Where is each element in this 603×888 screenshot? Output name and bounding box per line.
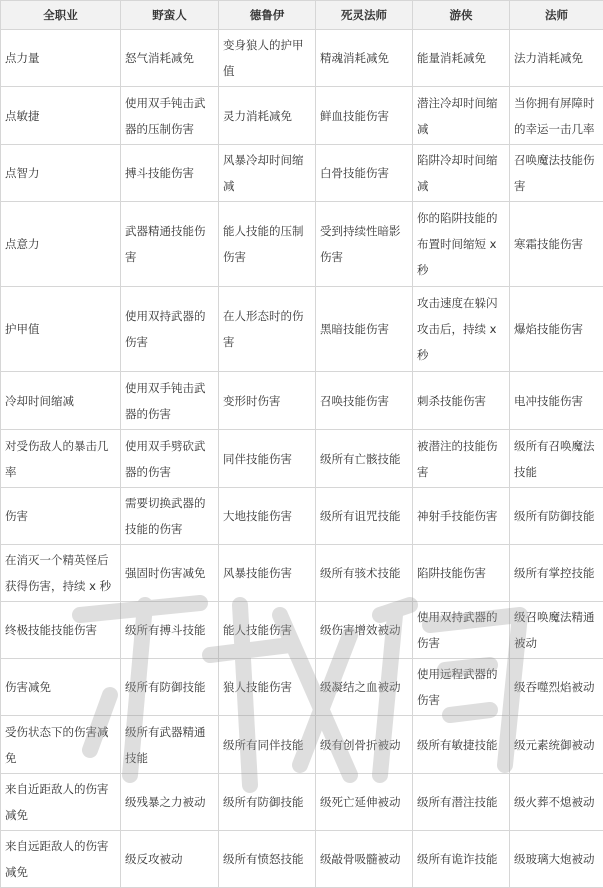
table-cell: 级所有掌控技能 [510,545,603,602]
table-row [1,602,603,659]
table-cell: 武器精通技能伤害 [121,202,219,287]
table-cell: 风暴技能伤害 [219,545,316,602]
table-cell: 级所有潜注技能 [413,774,510,831]
table-cell: 刺杀技能伤害 [413,372,510,430]
table-cell: 法力消耗减免 [510,30,603,87]
table-row [1,545,603,602]
table-cell: 变形时伤害 [219,372,316,430]
table-cell: 在人形态时的伤害 [219,287,316,372]
header-rogue: 游侠 [413,1,510,30]
table-cell: 点敏捷 [1,87,121,145]
table-cell: 级死亡延伸被动 [316,774,413,831]
table-row [1,287,603,372]
table-cell: 大地技能伤害 [219,488,316,545]
table-cell: 潜注冷却时间缩减 [413,87,510,145]
table-cell: 级吞噬烈焰被动 [510,659,603,716]
table-cell: 鲜血技能伤害 [316,87,413,145]
table-row [1,202,603,287]
table-cell: 使用双手劈砍武器的伤害 [121,430,219,488]
table-cell: 级所有愤怒技能 [219,831,316,888]
table-row [1,145,603,202]
table-cell: 使用双持武器的伤害 [413,602,510,659]
table-cell: 使用双手钝击武器的压制伤害 [121,87,219,145]
table-row [1,87,603,145]
table-cell: 级所有武器精通技能 [121,716,219,774]
table-cell: 风暴冷却时间缩减 [219,145,316,202]
header-all-classes: 全职业 [1,1,121,30]
table-cell: 级敲骨吸髓被动 [316,831,413,888]
table-cell: 陷阱冷却时间缩减 [413,145,510,202]
header-barbarian: 野蛮人 [121,1,219,30]
table-cell: 来自近距敌人的伤害减免 [1,774,121,831]
table-row [1,716,603,774]
header-necromancer: 死灵法师 [316,1,413,30]
table-cell: 级所有亡骸技能 [316,430,413,488]
table-cell: 受伤状态下的伤害减免 [1,716,121,774]
table-cell: 级所有诡诈技能 [413,831,510,888]
table-row [1,30,603,87]
table-cell: 能量消耗减免 [413,30,510,87]
table-cell: 冷却时间缩减 [1,372,121,430]
table-cell: 同伴技能伤害 [219,430,316,488]
table-cell: 级所有防御技能 [219,774,316,831]
table-cell: 使用双持武器的伤害 [121,287,219,372]
table-cell: 白骨技能伤害 [316,145,413,202]
table-cell: 级所有敏捷技能 [413,716,510,774]
table-cell: 黑暗技能伤害 [316,287,413,372]
table-cell: 需要切换武器的技能的伤害 [121,488,219,545]
table-cell: 攻击速度在躲闪攻击后，持续 x 秒 [413,287,510,372]
table-cell: 伤害减免 [1,659,121,716]
table-cell: 点智力 [1,145,121,202]
table-cell: 电冲技能伤害 [510,372,603,430]
table-cell: 点力量 [1,30,121,87]
table-cell: 爆焰技能伤害 [510,287,603,372]
table-cell: 搏斗技能伤害 [121,145,219,202]
table-cell: 灵力消耗减免 [219,87,316,145]
table-cell: 级玻璃大炮被动 [510,831,603,888]
table-row [1,488,603,545]
table-cell: 护甲值 [1,287,121,372]
table-cell: 级所有同伴技能 [219,716,316,774]
table-cell: 级凝结之血被动 [316,659,413,716]
table-cell: 被潜注的技能伤害 [413,430,510,488]
table-cell: 对受伤敌人的暴击几率 [1,430,121,488]
table-cell: 变身狼人的护甲值 [219,30,316,87]
table-row [1,659,603,716]
table-cell: 级召唤魔法精通被动 [510,602,603,659]
header-row [1,1,603,30]
header-sorcerer: 法师 [510,1,603,30]
table-cell: 狼人技能伤害 [219,659,316,716]
table-cell: 陷阱技能伤害 [413,545,510,602]
table-cell: 级所有骇术技能 [316,545,413,602]
table-cell: 召唤技能伤害 [316,372,413,430]
table-row [1,430,603,488]
table-cell: 使用远程武器的伤害 [413,659,510,716]
table-cell: 怒气消耗减免 [121,30,219,87]
table-cell: 级所有召唤魔法技能 [510,430,603,488]
table-cell: 在消灭一个精英怪后获得伤害，持续 x 秒 [1,545,121,602]
table-cell: 当你拥有屏障时的幸运一击几率 [510,87,603,145]
table-cell: 能人技能的压制伤害 [219,202,316,287]
table-cell: 寒霜技能伤害 [510,202,603,287]
table-cell: 强固时伤害减免 [121,545,219,602]
table-cell: 点意力 [1,202,121,287]
table-cell: 级伤害增效被动 [316,602,413,659]
table-cell: 级有创骨折被动 [316,716,413,774]
table-cell: 召唤魔法技能伤害 [510,145,603,202]
table-cell: 级所有搏斗技能 [121,602,219,659]
table-cell: 来自远距敌人的伤害减免 [1,831,121,888]
table-cell: 级反攻被动 [121,831,219,888]
header-druid: 德鲁伊 [219,1,316,30]
table-cell: 你的陷阱技能的布置时间缩短 x 秒 [413,202,510,287]
table-cell: 级所有诅咒技能 [316,488,413,545]
table-cell: 级所有防御技能 [510,488,603,545]
table-cell: 级所有防御技能 [121,659,219,716]
table-cell: 伤害 [1,488,121,545]
table-cell: 级残暴之力被动 [121,774,219,831]
table-cell: 终极技能技能伤害 [1,602,121,659]
table-cell: 神射手技能伤害 [413,488,510,545]
table-cell: 级火葬不熄被动 [510,774,603,831]
table-cell: 受到持续性暗影伤害 [316,202,413,287]
table-row [1,372,603,430]
table-row [1,774,603,831]
table-cell: 级元素统御被动 [510,716,603,774]
table-cell: 能人技能伤害 [219,602,316,659]
table-cell: 使用双手钝击武器的伤害 [121,372,219,430]
table-cell: 精魂消耗减免 [316,30,413,87]
